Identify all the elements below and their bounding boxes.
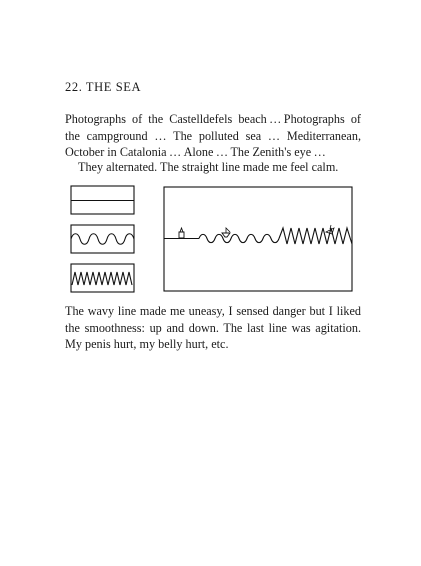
paragraph-wavy-line: The wavy line made me uneasy, I sensed danger but I liked the smoothness: up and down. The last line was agitation. My penis hurt, my belly hurt, etc. (65, 304, 361, 351)
paragraph-alternated: They alternated. The straight line made me feel calm. (78, 160, 339, 174)
straight-line-panel (71, 186, 134, 214)
zigzag-line-panel (71, 264, 134, 292)
wavy-line-panel (71, 225, 134, 253)
combined-line-panel (164, 187, 352, 291)
paragraph-photographs: Photographs of the Castelldefels beach … Photographs of the campground … The polluted sea … Mediterranean, October in Catalonia … Alone … The Zenith's eye … (65, 112, 361, 159)
chapter-heading: 22. THE SEA (65, 80, 142, 94)
